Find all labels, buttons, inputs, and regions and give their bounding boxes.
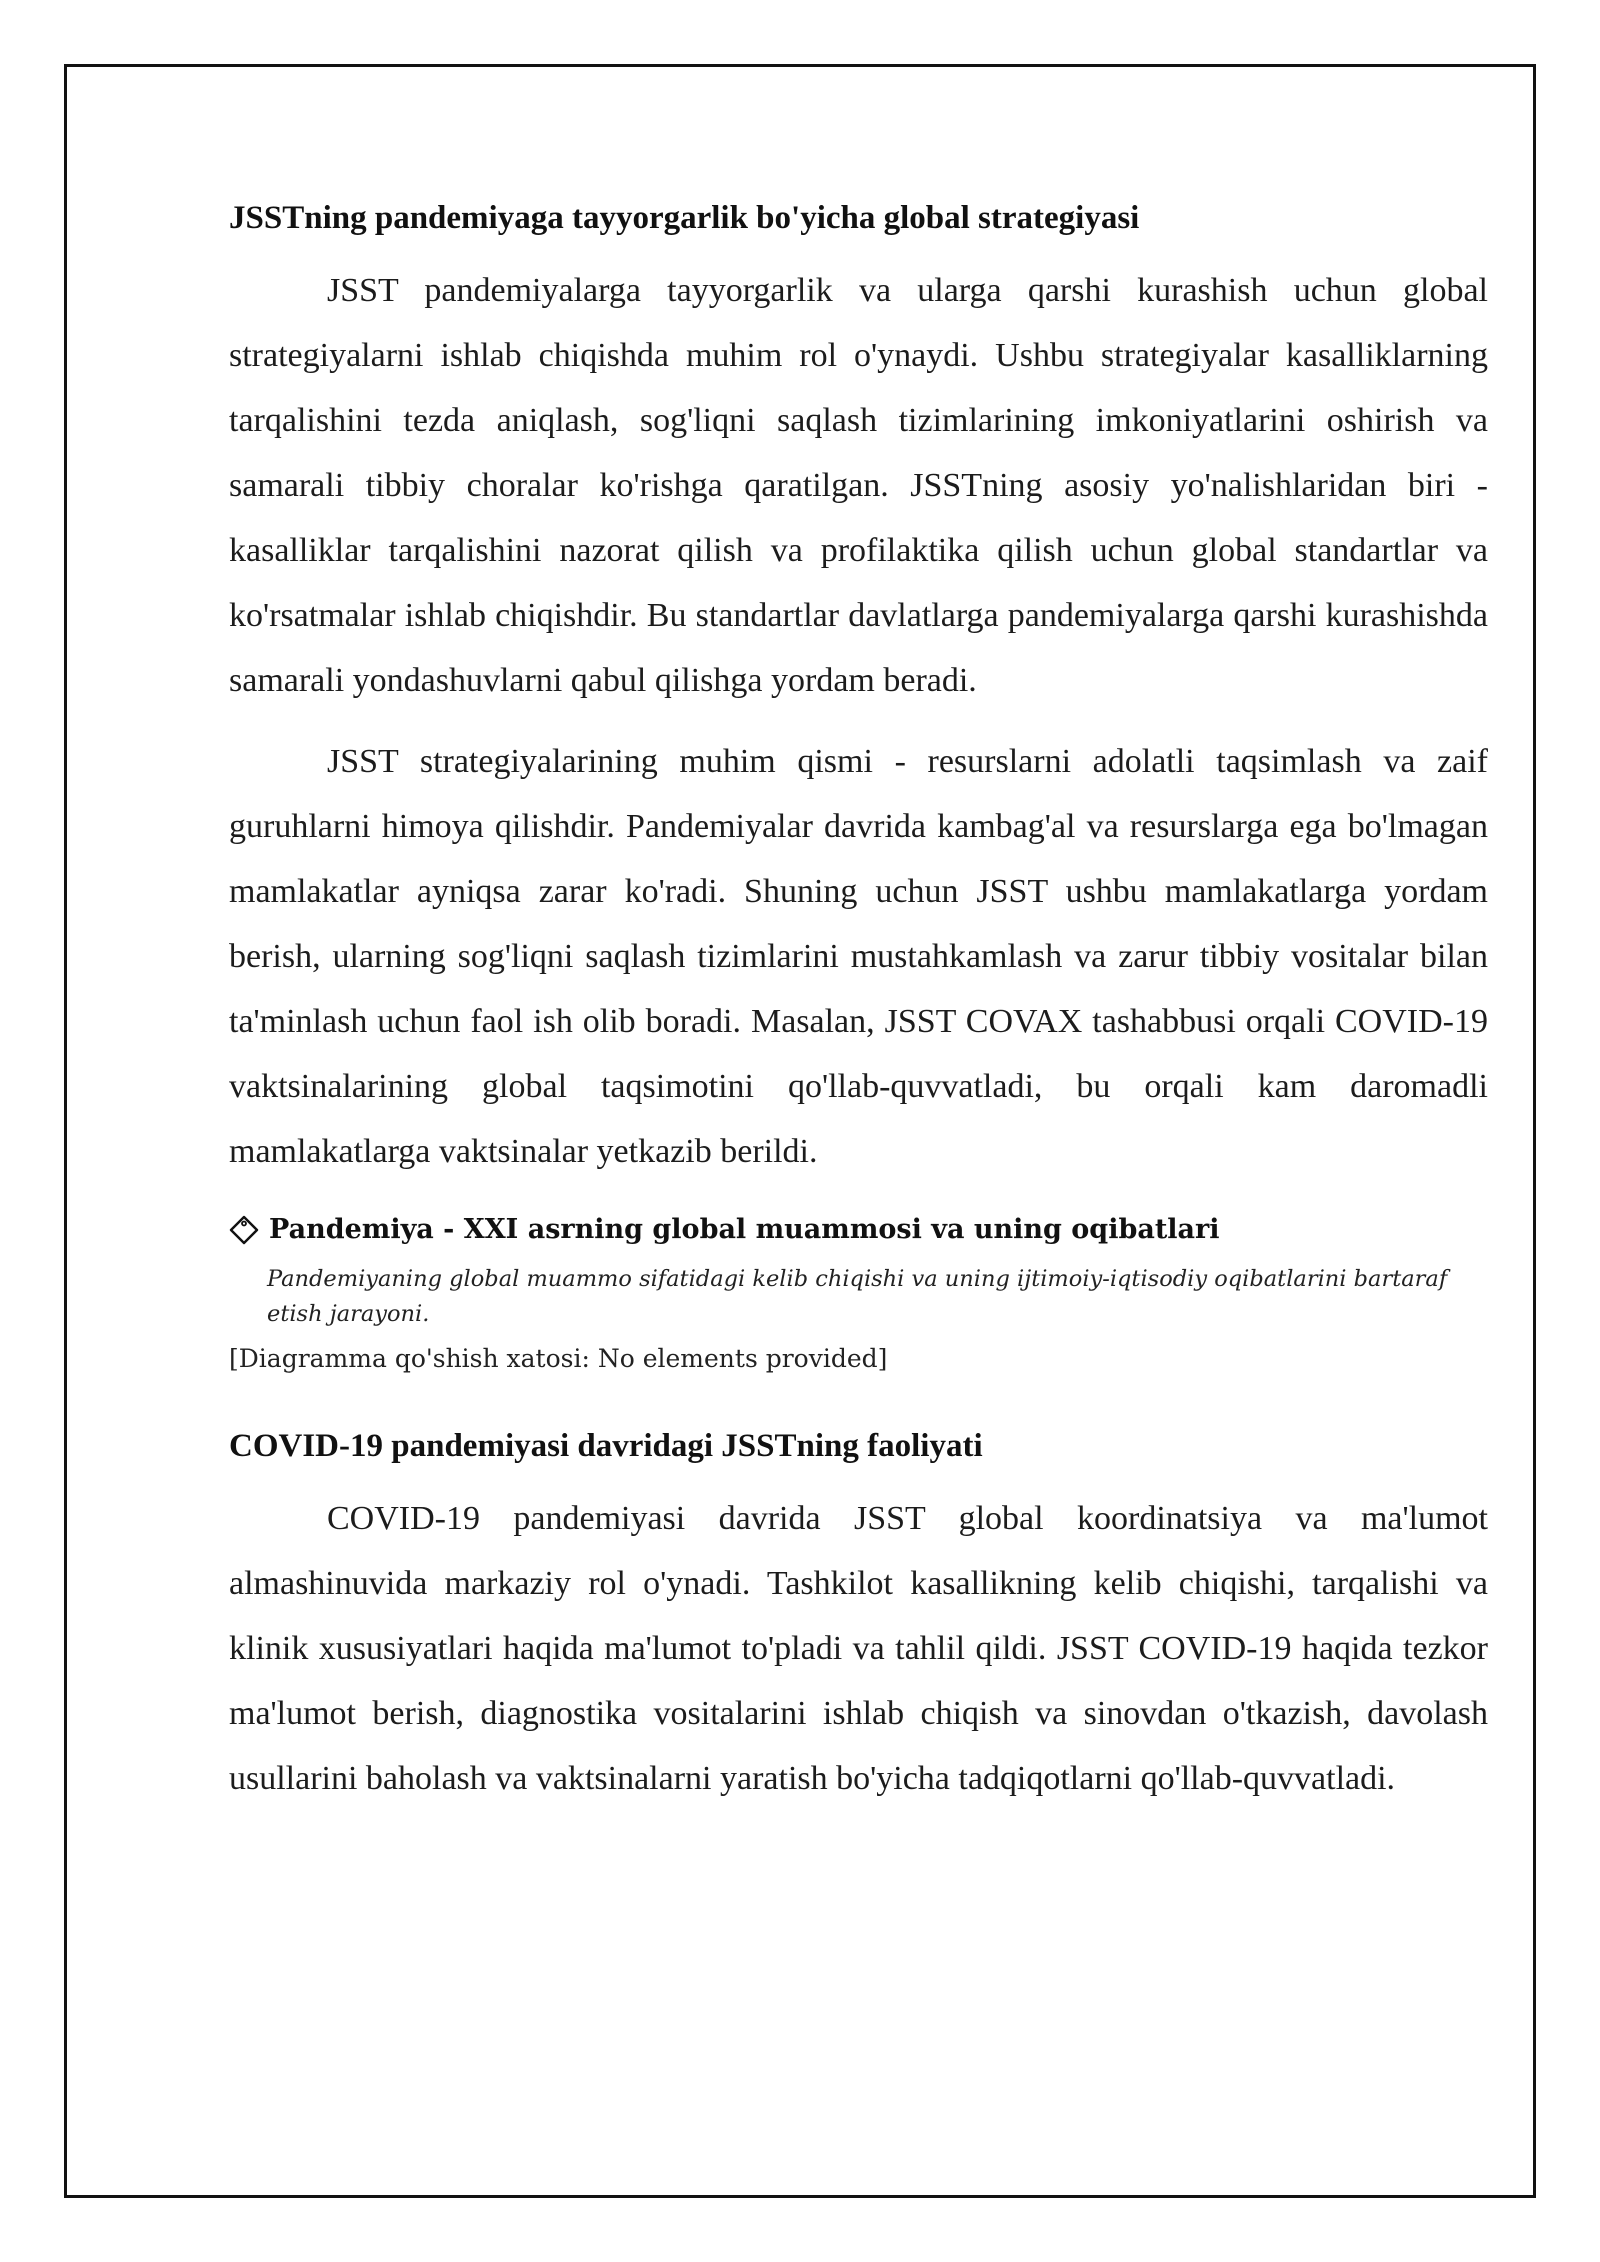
figure-caption: Pandemiyaning global muammo sifatidagi kelib chiqishi va uning ijtimoiy-iqtisodiy oqibatlarini bartaraf etish jarayoni. [267,1266,1448,1327]
tag-icon [229,1215,259,1245]
paragraph-covid-1: COVID-19 pandemiyasi davrida JSST global koordinatsiya va ma'lumot almashinuvida markaziy rol o'ynadi. Tashkilot kasallikning kelib chiqishi, tarqalishi va klinik xususiyatlari haqida ma'lumot to'pladi va tahlil qildi. JSST COVID-19 haqida tezkor ma'lumot berish, diagnostika vositalarini ishlab chiqish va sinovdan o'tkazish, davolash usullarini baholash va vaktsinalarni yaratish bo'yicha tadqiqotlarni qo'llab-quvvatladi. [229,1500,1488,1797]
diagram-error-message: [Diagramma qo'shish xatosi: No elements provided] [229,1344,888,1373]
figure-block [229,1212,1488,1376]
section-heading-covid: COVID-19 pandemiyasi davridagi JSSTning faoliyati [229,1428,983,1464]
section-heading-strategy: JSSTning pandemiyaga tayyorgarlik bo'yicha global strategiyasi [229,200,1140,236]
figure-title: Pandemiya - XXI asrning global muammosi va uning oqibatlari [269,1214,1220,1245]
figure-title-row [229,1212,1488,1248]
paragraph-strategy-2: JSST strategiyalarining muhim qismi - resurslarni adolatli taqsimlash va zaif guruhlarni himoya qilishdir. Pandemiyalar davrida kambag'al va resurslarga ega bo'lmagan mamlakatlar ayniqsa zarar ko'radi. Shuning uchun JSST ushbu mamlakatlarga yordam berish, ularning sog'liqni saqlash tizimlarini mustahkamlash va zarur tibbiy vositalar bilan ta'minlash uchun faol ish olib boradi. Masalan, JSST COVAX tashabbusi orqali COVID-19 vaktsinalarining global taqsimotini qo'llab-quvvatladi, bu orqali kam daromadli mamlakatlarga vaktsinalar yetkazib berildi. [229,743,1488,1170]
paragraph-strategy-1: JSST pandemiyalarga tayyorgarlik va ularga qarshi kurashish uchun global strategiyalarni ishlab chiqishda muhim rol o'ynaydi. Ushbu strategiyalar kasalliklarning tarqalishini tezda aniqlash, sog'liqni saqlash tizimlarining imkoniyatlarini oshirish va samarali tibbiy choralar ko'rishga qaratilgan. JSSTning asosiy yo'nalishlaridan biri - kasalliklar tarqalishini nazorat qilish va profilaktika qilish uchun global standartlar va ko'rsatmalar ishlab chiqishdir. Bu standartlar davlatlarga pandemiyalarga qarshi kurashishda samarali yondashuvlarni qabul qilishga yordam beradi. [229,272,1488,699]
document-content [229,198,1488,1827]
section-covid [229,1426,1488,1811]
